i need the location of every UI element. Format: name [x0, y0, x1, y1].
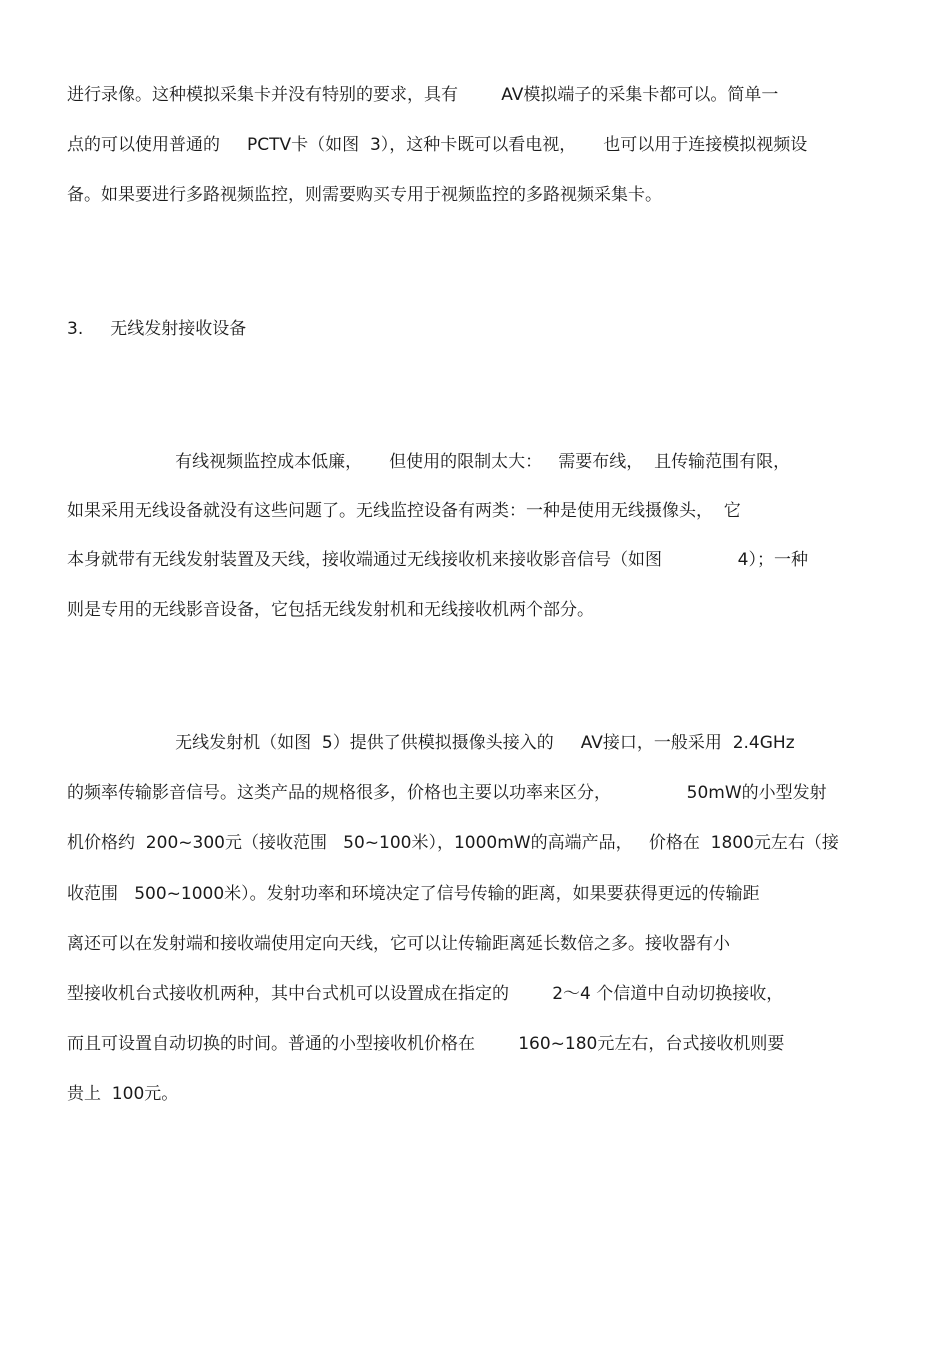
paragraph-3-line-6: 型接收机台式接收机两种，其中台式机可以设置成在指定的 2～4 个信道中自动切换接收， [67, 984, 784, 1004]
paragraph-3-line-5: 离还可以在发射端和接收端使用定向天线，它可以让传输距离延长数倍之多。接收器有小 [67, 934, 730, 954]
paragraph-3-line-7: 而且可设置自动切换的时间。普通的小型接收机价格在 160~180元左右，台式接收机则要 [67, 1034, 785, 1054]
paragraph-1-line-3: 备。如果要进行多路视频监控，则需要购买专用于视频监控的多路视频采集卡。 [67, 185, 662, 205]
paragraph-3-line-1: 无线发射机（如图 5）提供了供模拟摄像头接入的 AV接口，一般采用 2.4GHz [67, 733, 795, 753]
paragraph-3-line-3: 机价格约 200~300元（接收范围 50~100米），1000mW的高端产品， 价格在 1800元左右（接 [67, 833, 839, 853]
paragraph-3-line-2: 的频率传输影音信号。这类产品的规格很多，价格也主要以功率来区分， 50mW的小型发射 [67, 783, 827, 803]
paragraph-1-line-1: 进行录像。这种模拟采集卡并没有特别的要求，具有 AV模拟端子的采集卡都可以。简单一 [67, 85, 779, 105]
paragraph-2-line-1: 有线视频监控成本低廉， 但使用的限制太大： 需要布线， 且传输范围有限， [67, 452, 791, 472]
paragraph-2-line-2: 如果采用无线设备就没有这些问题了。无线监控设备有两类：一种是使用无线摄像头， 它 [67, 501, 741, 521]
paragraph-2-line-3: 本身就带有无线发射装置及天线，接收端通过无线接收机来接收影音信号（如图 4）；一种 [67, 550, 808, 570]
section-heading: 3. 无线发射接收设备 [67, 319, 247, 339]
paragraph-3-line-4: 收范围 500~1000米）。发射功率和环境决定了信号传输的距离，如果要获得更远的传输距 [67, 884, 760, 904]
paragraph-1-line-2: 点的可以使用普通的 PCTV卡（如图 3），这种卡既可以看电视， 也可以用于连接模拟视频设 [67, 135, 808, 155]
paragraph-3-line-8: 贵上 100元。 [67, 1084, 179, 1104]
paragraph-2-line-4: 则是专用的无线影音设备，它包括无线发射机和无线接收机两个部分。 [67, 600, 594, 620]
